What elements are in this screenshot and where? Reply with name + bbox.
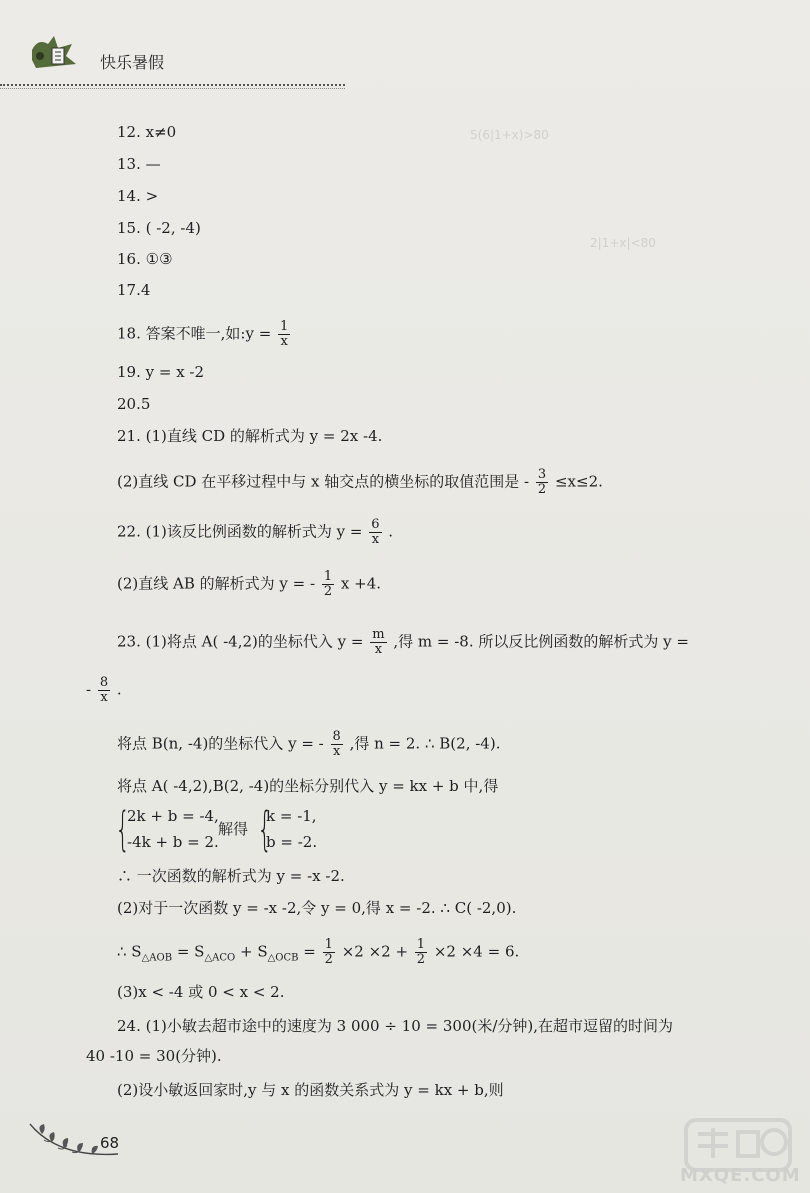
answer-21-part2: (2)直线 CD 在平移过程中与 x 轴交点的横坐标的取值范围是 - $\frac{3}{2}$ ≤x≤2.: [117, 467, 603, 497]
equation-system-1-line1: 2k + b = -4,: [127, 807, 219, 825]
answer-13: 13. —: [117, 155, 161, 173]
answer-23-part2: (2)对于一次函数 y = -x -2,令 y = 0,得 x = -2. ∴ C( -2,0).: [117, 899, 517, 917]
book-logo-icon: [28, 30, 82, 74]
fraction: $\frac{8}{x}$: [99, 675, 109, 705]
answer-16: 16. ①③: [117, 250, 173, 268]
fraction: $\frac{1}{x}$: [280, 319, 289, 349]
left-brace: {: [257, 802, 272, 856]
fraction: $\frac{3}{2}$: [537, 467, 547, 497]
answer-23-point-b: 将点 B(n, -4)的坐标代入 y = - $\frac{8}{x}$ ,得 n = 2. ∴ B(2, -4).: [117, 729, 501, 759]
answer-23-part1-continued: - $\frac{8}{x}$ .: [86, 675, 122, 705]
answer-23-area: ∴ $S_{\triangle AOB} = S_{\triangle ACO} + S_{\triangle OCB}$ = $\frac{1}{2}$ ×2 ×2 + $\frac{1}{2}$ ×2 ×4 = 6.: [117, 937, 520, 967]
header-title: 快乐暑假: [100, 53, 165, 72]
answer-19: 19. y = x -2: [117, 363, 205, 381]
answer-12: 12. x≠0: [117, 123, 177, 141]
answer-22-part2: (2)直线 AB 的解析式为 y = - $\frac{1}{2}$ x +4.: [117, 569, 382, 599]
header-divider: [0, 84, 345, 86]
fraction: $\frac{8}{x}$: [332, 729, 341, 759]
left-brace: {: [115, 802, 130, 856]
answer-23-linear-function: ∴ 一次函数的解析式为 y = -x -2.: [117, 867, 345, 885]
equation-system-2-line1: k = -1,: [266, 807, 317, 825]
bleed-through: 2|1+x|<80: [590, 236, 656, 250]
fraction: $\frac{6}{x}$: [371, 517, 380, 547]
answer-20: 20.5: [117, 395, 151, 413]
answer-24-part1-continued: 40 -10 = 30(分钟).: [86, 1047, 222, 1065]
page-number: 68: [100, 1134, 120, 1152]
answer-23-part1: 23. (1)将点 A( -4,2)的坐标代入 y = $\frac{m}{x}$ ,得 m = -8. 所以反比例函数的解析式为 y =: [117, 627, 689, 657]
answer-17: 17.4: [117, 281, 151, 299]
header-divider-secondary: [0, 88, 345, 89]
answer-23-substitution: 将点 A( -4,2),B(2, -4)的坐标分别代入 y = kx + b 中,得: [117, 777, 499, 795]
watermark-text: MXQE.COM: [680, 1165, 801, 1186]
answer-21-part1: 21. (1)直线 CD 的解析式为 y = 2x -4.: [117, 427, 383, 445]
answer-24-part2: (2)设小敏返回家时,y 与 x 的函数关系式为 y = kx + b,则: [117, 1081, 504, 1099]
answer-18: 18. 答案不唯一,如:y = $\frac{1}{x}$: [117, 319, 289, 349]
equation-system-2-line2: b = -2.: [266, 833, 318, 851]
solve-label: 解得: [218, 820, 249, 838]
fraction: $\frac{m}{x}$: [372, 627, 385, 657]
answer-23-part3: (3)x < -4 或 0 < x < 2.: [117, 983, 285, 1001]
fraction: $\frac{1}{2}$: [324, 937, 333, 967]
equation-system-1-line2: -4k + b = 2.: [127, 833, 219, 851]
fraction: $\frac{1}{2}$: [416, 937, 426, 967]
answer-22-part1: 22. (1)该反比例函数的解析式为 y = $\frac{6}{x}$ .: [117, 517, 394, 547]
bleed-through: 5(6|1+x)>80: [470, 128, 549, 142]
fraction: $\frac{1}{2}$: [323, 569, 333, 599]
answer-24-part1: 24. (1)小敏去超市途中的速度为 3 000 ÷ 10 = 300(米/分钟),在超市逗留的时间为: [117, 1017, 674, 1035]
answer-14: 14. >: [117, 187, 159, 205]
answer-15: 15. ( -2, -4): [117, 219, 201, 237]
